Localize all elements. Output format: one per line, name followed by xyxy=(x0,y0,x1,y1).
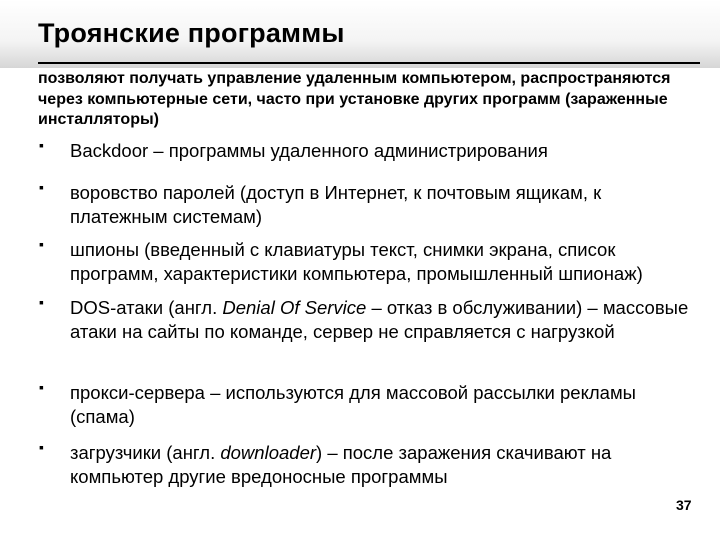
square-bullet-icon xyxy=(40,145,49,154)
item-description: (введенный с клавиатуры текст, снимки экрана, список программ, характеристики компьютера, промышленный шпионаж) xyxy=(70,239,643,284)
item-term: загрузчики xyxy=(70,442,162,463)
item-prefix: (англ. xyxy=(163,297,223,318)
list-item-text xyxy=(70,296,700,344)
intro-text: позволяют получать управление удаленным компьютером, распространяются через компьютерные сети, часто при установке других программ (зараженные инсталляторы) xyxy=(38,70,671,128)
item-term: Backdoor xyxy=(70,140,149,161)
item-emphasis: Denial Of Service xyxy=(222,297,367,318)
item-prefix: (англ. xyxy=(161,442,221,463)
item-term: воровство паролей xyxy=(70,182,235,203)
page-number: 37 xyxy=(676,497,692,513)
list-item-text xyxy=(70,238,700,286)
title-underline xyxy=(38,62,700,64)
square-bullet-icon xyxy=(40,187,49,196)
square-bullet-icon xyxy=(40,244,49,253)
list-item-text xyxy=(70,381,700,429)
item-description: ) – после заражения скачивают на компьютер другие вредоносные программы xyxy=(70,442,612,487)
item-term: шпионы xyxy=(70,239,139,260)
list-item-text xyxy=(70,441,700,489)
list-item-text xyxy=(70,139,700,163)
item-term: прокси-сервера xyxy=(70,382,205,403)
square-bullet-icon xyxy=(40,387,49,396)
item-description: – программы удаленного администрирования xyxy=(148,140,548,161)
slide-title: Троянские программы xyxy=(38,18,345,48)
square-bullet-icon xyxy=(40,302,49,311)
list-item-text xyxy=(70,181,700,229)
item-description: – отказ в обслуживании) – массовые атаки на сайты по команде, сервер не справляется с нагрузкой xyxy=(70,297,689,342)
item-description: – используются для массовой рассылки рекламы (спама) xyxy=(70,382,636,427)
square-bullet-icon xyxy=(40,447,49,456)
item-description: (доступ в Интернет, к почтовым ящикам, к платежным системам) xyxy=(70,182,602,227)
item-term: DOS-атаки xyxy=(70,297,164,318)
item-emphasis: downloader xyxy=(220,442,317,463)
